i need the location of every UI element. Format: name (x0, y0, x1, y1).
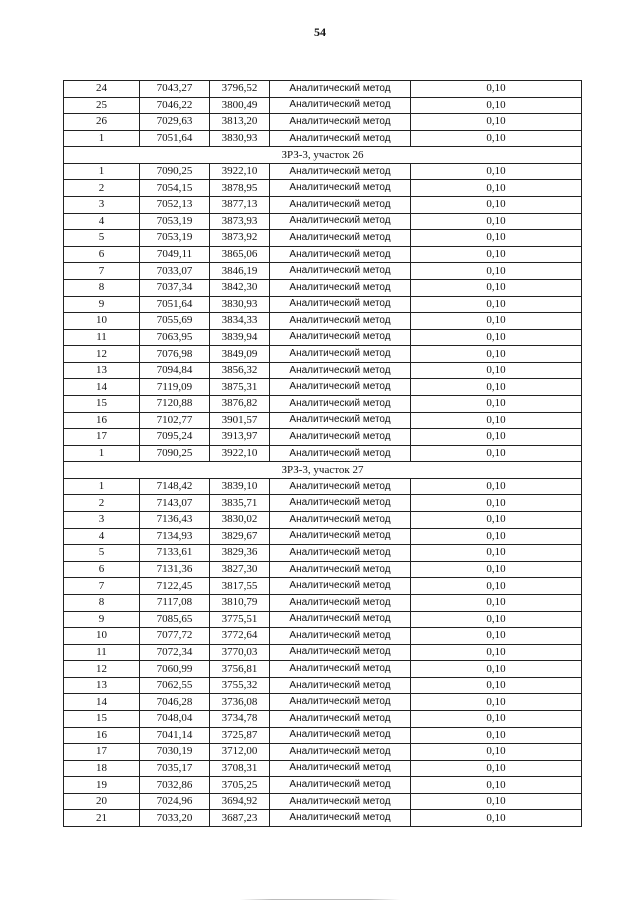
accuracy-cell: 0,10 (411, 97, 582, 114)
x-coordinate-cell: 7063,95 (140, 329, 210, 346)
table-row (64, 611, 582, 628)
table-row (64, 528, 582, 545)
x-coordinate-cell: 7033,07 (140, 263, 210, 280)
accuracy-cell: 0,10 (411, 628, 582, 645)
table-row (64, 727, 582, 744)
table-row (64, 495, 582, 512)
y-coordinate-cell: 3922,10 (210, 445, 270, 462)
x-coordinate-cell: 7024,96 (140, 793, 210, 810)
point-number-cell: 16 (64, 412, 140, 429)
point-number-cell: 7 (64, 578, 140, 595)
table-row (64, 628, 582, 645)
table-row (64, 362, 582, 379)
point-number-cell: 13 (64, 677, 140, 694)
point-number-cell: 5 (64, 230, 140, 247)
method-cell: Аналитический метод (270, 694, 411, 711)
method-cell: Аналитический метод (270, 744, 411, 761)
accuracy-cell: 0,10 (411, 710, 582, 727)
point-number-cell: 25 (64, 97, 140, 114)
x-coordinate-cell: 7060,99 (140, 661, 210, 678)
accuracy-cell: 0,10 (411, 213, 582, 230)
method-cell: Аналитический метод (270, 594, 411, 611)
point-number-cell: 5 (64, 545, 140, 562)
table-row (64, 677, 582, 694)
method-cell: Аналитический метод (270, 545, 411, 562)
accuracy-cell: 0,10 (411, 346, 582, 363)
table-row (64, 694, 582, 711)
table-row (64, 412, 582, 429)
x-coordinate-cell: 7054,15 (140, 180, 210, 197)
table-row (64, 478, 582, 495)
y-coordinate-cell: 3829,67 (210, 528, 270, 545)
method-cell: Аналитический метод (270, 313, 411, 330)
table-row (64, 594, 582, 611)
accuracy-cell: 0,10 (411, 760, 582, 777)
y-coordinate-cell: 3846,19 (210, 263, 270, 280)
point-number-cell: 11 (64, 644, 140, 661)
table-row (64, 445, 582, 462)
y-coordinate-cell: 3755,32 (210, 677, 270, 694)
point-number-cell: 3 (64, 512, 140, 529)
table-row (64, 97, 582, 114)
point-number-cell: 20 (64, 793, 140, 810)
point-number-cell: 6 (64, 561, 140, 578)
x-coordinate-cell: 7049,11 (140, 246, 210, 263)
method-cell: Аналитический метод (270, 346, 411, 363)
coordinates-table-body (64, 81, 582, 827)
table-row (64, 777, 582, 794)
accuracy-cell: 0,10 (411, 578, 582, 595)
point-number-cell: 3 (64, 197, 140, 214)
point-number-cell: 12 (64, 661, 140, 678)
accuracy-cell: 0,10 (411, 793, 582, 810)
accuracy-cell: 0,10 (411, 296, 582, 313)
y-coordinate-cell: 3817,55 (210, 578, 270, 595)
accuracy-cell: 0,10 (411, 180, 582, 197)
x-coordinate-cell: 7085,65 (140, 611, 210, 628)
method-cell: Аналитический метод (270, 412, 411, 429)
point-number-cell: 13 (64, 362, 140, 379)
table-row (64, 213, 582, 230)
x-coordinate-cell: 7037,34 (140, 279, 210, 296)
x-coordinate-cell: 7043,27 (140, 81, 210, 98)
accuracy-cell: 0,10 (411, 130, 582, 147)
y-coordinate-cell: 3913,97 (210, 429, 270, 446)
x-coordinate-cell: 7033,20 (140, 810, 210, 827)
y-coordinate-cell: 3705,25 (210, 777, 270, 794)
y-coordinate-cell: 3875,31 (210, 379, 270, 396)
y-coordinate-cell: 3800,49 (210, 97, 270, 114)
x-coordinate-cell: 7090,25 (140, 163, 210, 180)
method-cell: Аналитический метод (270, 180, 411, 197)
table-row (64, 246, 582, 263)
x-coordinate-cell: 7120,88 (140, 395, 210, 412)
point-number-cell: 16 (64, 727, 140, 744)
x-coordinate-cell: 7046,22 (140, 97, 210, 114)
x-coordinate-cell: 7041,14 (140, 727, 210, 744)
method-cell: Аналитический метод (270, 727, 411, 744)
y-coordinate-cell: 3734,78 (210, 710, 270, 727)
table-row (64, 545, 582, 562)
x-coordinate-cell: 7094,84 (140, 362, 210, 379)
method-cell: Аналитический метод (270, 429, 411, 446)
y-coordinate-cell: 3770,03 (210, 644, 270, 661)
point-number-cell: 8 (64, 279, 140, 296)
accuracy-cell: 0,10 (411, 412, 582, 429)
y-coordinate-cell: 3849,09 (210, 346, 270, 363)
point-number-cell: 6 (64, 246, 140, 263)
accuracy-cell: 0,10 (411, 230, 582, 247)
y-coordinate-cell: 3876,82 (210, 395, 270, 412)
point-number-cell: 26 (64, 114, 140, 131)
table-row (64, 81, 582, 98)
y-coordinate-cell: 3829,36 (210, 545, 270, 562)
x-coordinate-cell: 7122,45 (140, 578, 210, 595)
x-coordinate-cell: 7102,77 (140, 412, 210, 429)
method-cell: Аналитический метод (270, 528, 411, 545)
x-coordinate-cell: 7051,64 (140, 296, 210, 313)
y-coordinate-cell: 3873,93 (210, 213, 270, 230)
x-coordinate-cell: 7035,17 (140, 760, 210, 777)
method-cell: Аналитический метод (270, 810, 411, 827)
y-coordinate-cell: 3712,00 (210, 744, 270, 761)
point-number-cell: 19 (64, 777, 140, 794)
point-number-cell: 1 (64, 478, 140, 495)
y-coordinate-cell: 3839,10 (210, 478, 270, 495)
table-row (64, 644, 582, 661)
x-coordinate-cell: 7136,43 (140, 512, 210, 529)
method-cell: Аналитический метод (270, 296, 411, 313)
table-row (64, 313, 582, 330)
table-row (64, 180, 582, 197)
x-coordinate-cell: 7053,19 (140, 230, 210, 247)
point-number-cell: 17 (64, 744, 140, 761)
y-coordinate-cell: 3694,92 (210, 793, 270, 810)
table-row (64, 429, 582, 446)
accuracy-cell: 0,10 (411, 263, 582, 280)
accuracy-cell: 0,10 (411, 744, 582, 761)
accuracy-cell: 0,10 (411, 313, 582, 330)
method-cell: Аналитический метод (270, 793, 411, 810)
method-cell: Аналитический метод (270, 710, 411, 727)
y-coordinate-cell: 3687,23 (210, 810, 270, 827)
table-row (64, 512, 582, 529)
x-coordinate-cell: 7052,13 (140, 197, 210, 214)
x-coordinate-cell: 7046,28 (140, 694, 210, 711)
accuracy-cell: 0,10 (411, 777, 582, 794)
accuracy-cell: 0,10 (411, 429, 582, 446)
y-coordinate-cell: 3830,02 (210, 512, 270, 529)
x-coordinate-cell: 7029,63 (140, 114, 210, 131)
method-cell: Аналитический метод (270, 760, 411, 777)
y-coordinate-cell: 3922,10 (210, 163, 270, 180)
x-coordinate-cell: 7072,34 (140, 644, 210, 661)
method-cell: Аналитический метод (270, 163, 411, 180)
y-coordinate-cell: 3842,30 (210, 279, 270, 296)
method-cell: Аналитический метод (270, 661, 411, 678)
accuracy-cell: 0,10 (411, 329, 582, 346)
table-row (64, 263, 582, 280)
accuracy-cell: 0,10 (411, 810, 582, 827)
point-number-cell: 15 (64, 710, 140, 727)
x-coordinate-cell: 7053,19 (140, 213, 210, 230)
y-coordinate-cell: 3775,51 (210, 611, 270, 628)
point-number-cell: 7 (64, 263, 140, 280)
method-cell: Аналитический метод (270, 777, 411, 794)
point-number-cell: 1 (64, 163, 140, 180)
method-cell: Аналитический метод (270, 512, 411, 529)
accuracy-cell: 0,10 (411, 495, 582, 512)
table-row (64, 793, 582, 810)
method-cell: Аналитический метод (270, 561, 411, 578)
point-number-cell: 10 (64, 313, 140, 330)
accuracy-cell: 0,10 (411, 114, 582, 131)
y-coordinate-cell: 3796,52 (210, 81, 270, 98)
accuracy-cell: 0,10 (411, 197, 582, 214)
y-coordinate-cell: 3708,31 (210, 760, 270, 777)
table-row (64, 296, 582, 313)
point-number-cell: 1 (64, 445, 140, 462)
method-cell: Аналитический метод (270, 445, 411, 462)
method-cell: Аналитический метод (270, 230, 411, 247)
point-number-cell: 24 (64, 81, 140, 98)
y-coordinate-cell: 3901,57 (210, 412, 270, 429)
x-coordinate-cell: 7055,69 (140, 313, 210, 330)
accuracy-cell: 0,10 (411, 279, 582, 296)
point-number-cell: 17 (64, 429, 140, 446)
point-number-cell: 11 (64, 329, 140, 346)
table-row (64, 661, 582, 678)
accuracy-cell: 0,10 (411, 677, 582, 694)
table-row (64, 230, 582, 247)
point-number-cell: 9 (64, 296, 140, 313)
table-row (64, 130, 582, 147)
y-coordinate-cell: 3827,30 (210, 561, 270, 578)
method-cell: Аналитический метод (270, 197, 411, 214)
x-coordinate-cell: 7117,08 (140, 594, 210, 611)
table-row (64, 279, 582, 296)
method-cell: Аналитический метод (270, 329, 411, 346)
method-cell: Аналитический метод (270, 628, 411, 645)
y-coordinate-cell: 3873,92 (210, 230, 270, 247)
scan-artifact-line (240, 899, 400, 900)
point-number-cell: 18 (64, 760, 140, 777)
table-row (64, 114, 582, 131)
method-cell: Аналитический метод (270, 644, 411, 661)
x-coordinate-cell: 7134,93 (140, 528, 210, 545)
table-row (64, 578, 582, 595)
x-coordinate-cell: 7077,72 (140, 628, 210, 645)
accuracy-cell: 0,10 (411, 81, 582, 98)
x-coordinate-cell: 7051,64 (140, 130, 210, 147)
y-coordinate-cell: 3756,81 (210, 661, 270, 678)
table-row (64, 760, 582, 777)
table-row (64, 561, 582, 578)
point-number-cell: 4 (64, 213, 140, 230)
accuracy-cell: 0,10 (411, 445, 582, 462)
page-number: 54 (314, 25, 326, 39)
method-cell: Аналитический метод (270, 81, 411, 98)
accuracy-cell: 0,10 (411, 362, 582, 379)
table-row (64, 744, 582, 761)
point-number-cell: 2 (64, 180, 140, 197)
y-coordinate-cell: 3830,93 (210, 296, 270, 313)
method-cell: Аналитический метод (270, 677, 411, 694)
point-number-cell: 1 (64, 130, 140, 147)
table-row (64, 329, 582, 346)
point-number-cell: 14 (64, 379, 140, 396)
section-header-row (64, 147, 582, 164)
table-row (64, 163, 582, 180)
method-cell: Аналитический метод (270, 611, 411, 628)
accuracy-cell: 0,10 (411, 163, 582, 180)
point-number-cell: 21 (64, 810, 140, 827)
y-coordinate-cell: 3834,33 (210, 313, 270, 330)
x-coordinate-cell: 7143,07 (140, 495, 210, 512)
x-coordinate-cell: 7030,19 (140, 744, 210, 761)
x-coordinate-cell: 7131,36 (140, 561, 210, 578)
accuracy-cell: 0,10 (411, 644, 582, 661)
accuracy-cell: 0,10 (411, 727, 582, 744)
x-coordinate-cell: 7133,61 (140, 545, 210, 562)
y-coordinate-cell: 3865,06 (210, 246, 270, 263)
method-cell: Аналитический метод (270, 263, 411, 280)
accuracy-cell: 0,10 (411, 528, 582, 545)
x-coordinate-cell: 7148,42 (140, 478, 210, 495)
table-row (64, 395, 582, 412)
accuracy-cell: 0,10 (411, 561, 582, 578)
method-cell: Аналитический метод (270, 213, 411, 230)
y-coordinate-cell: 3813,20 (210, 114, 270, 131)
method-cell: Аналитический метод (270, 379, 411, 396)
section-header-row (64, 462, 582, 479)
section-title: ЗРЗ-3, участок 26 (64, 147, 582, 164)
x-coordinate-cell: 7090,25 (140, 445, 210, 462)
y-coordinate-cell: 3736,08 (210, 694, 270, 711)
section-title: ЗРЗ-3, участок 27 (64, 462, 582, 479)
method-cell: Аналитический метод (270, 246, 411, 263)
accuracy-cell: 0,10 (411, 594, 582, 611)
y-coordinate-cell: 3725,87 (210, 727, 270, 744)
y-coordinate-cell: 3877,13 (210, 197, 270, 214)
y-coordinate-cell: 3856,32 (210, 362, 270, 379)
y-coordinate-cell: 3835,71 (210, 495, 270, 512)
point-number-cell: 10 (64, 628, 140, 645)
table-row (64, 810, 582, 827)
point-number-cell: 14 (64, 694, 140, 711)
accuracy-cell: 0,10 (411, 395, 582, 412)
method-cell: Аналитический метод (270, 495, 411, 512)
accuracy-cell: 0,10 (411, 478, 582, 495)
accuracy-cell: 0,10 (411, 512, 582, 529)
coordinates-table (63, 80, 582, 827)
y-coordinate-cell: 3810,79 (210, 594, 270, 611)
x-coordinate-cell: 7048,04 (140, 710, 210, 727)
point-number-cell: 15 (64, 395, 140, 412)
accuracy-cell: 0,10 (411, 661, 582, 678)
method-cell: Аналитический метод (270, 97, 411, 114)
accuracy-cell: 0,10 (411, 694, 582, 711)
point-number-cell: 8 (64, 594, 140, 611)
method-cell: Аналитический метод (270, 130, 411, 147)
table-row (64, 710, 582, 727)
accuracy-cell: 0,10 (411, 545, 582, 562)
y-coordinate-cell: 3839,94 (210, 329, 270, 346)
x-coordinate-cell: 7119,09 (140, 379, 210, 396)
x-coordinate-cell: 7095,24 (140, 429, 210, 446)
x-coordinate-cell: 7076,98 (140, 346, 210, 363)
method-cell: Аналитический метод (270, 478, 411, 495)
point-number-cell: 12 (64, 346, 140, 363)
table-row (64, 346, 582, 363)
y-coordinate-cell: 3772,64 (210, 628, 270, 645)
x-coordinate-cell: 7062,55 (140, 677, 210, 694)
method-cell: Аналитический метод (270, 362, 411, 379)
y-coordinate-cell: 3830,93 (210, 130, 270, 147)
table-row (64, 379, 582, 396)
accuracy-cell: 0,10 (411, 246, 582, 263)
y-coordinate-cell: 3878,95 (210, 180, 270, 197)
accuracy-cell: 0,10 (411, 379, 582, 396)
point-number-cell: 9 (64, 611, 140, 628)
table-row (64, 197, 582, 214)
accuracy-cell: 0,10 (411, 611, 582, 628)
x-coordinate-cell: 7032,86 (140, 777, 210, 794)
method-cell: Аналитический метод (270, 114, 411, 131)
method-cell: Аналитический метод (270, 578, 411, 595)
point-number-cell: 4 (64, 528, 140, 545)
method-cell: Аналитический метод (270, 395, 411, 412)
point-number-cell: 2 (64, 495, 140, 512)
method-cell: Аналитический метод (270, 279, 411, 296)
